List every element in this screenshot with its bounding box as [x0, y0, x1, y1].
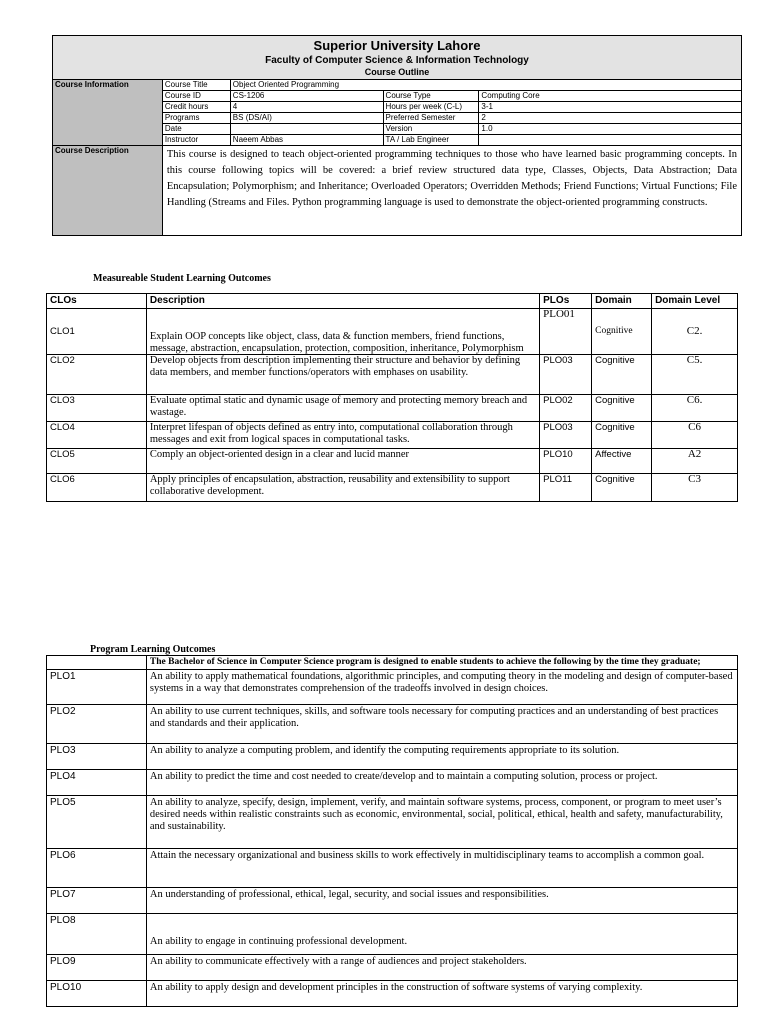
info-label: Course Title: [162, 80, 230, 91]
plo-row: [47, 705, 738, 744]
plo-code: PLO6: [47, 849, 147, 888]
university-name: Superior University Lahore: [313, 38, 481, 53]
plo-code: PLO7: [47, 888, 147, 914]
plo-code: PLO4: [47, 770, 147, 796]
plo-code: PLO8: [47, 914, 147, 955]
info-value: Naeem Abbas: [230, 135, 383, 146]
plo-description: An ability to analyze a computing problem, and identify the computing requirements appropriate to its solution.: [146, 744, 737, 770]
info-label: TA / Lab Engineer: [383, 135, 479, 146]
plo-code: PLO9: [47, 955, 147, 981]
clo-section-title: Measureable Student Learning Outcomes: [93, 273, 271, 284]
document-header: [52, 35, 742, 80]
plo-description: An understanding of professional, ethical, legal, security, and social issues and responsibilities.: [146, 888, 737, 914]
clo-description: Develop objects from description implementing their structure and behavior by defining data members, and member functions/operators with emphases on usability.: [146, 355, 539, 395]
course-info-table: [52, 79, 742, 236]
info-label: Credit hours: [162, 102, 230, 113]
clo-row: [47, 449, 738, 474]
course-description-text: This course is designed to teach object-oriented programming techniques to those who have learned basic programming concepts. In this course following topics will be covered: a brief review structured data type, Classes, Objects, Data Abstraction; Data Encapsulation; Polymorphism; and Inheritance; Overloaded Operators; Overridden Methods; Friend Functions; Virtual Functions; File Handling (Streams and Files. Python programming language is used to demonstrate the object-oriented programming constructs.: [162, 146, 741, 236]
plo-intro-text: The Bachelor of Science in Computer Science program is designed to enable students to achieve the following by the time they graduate;: [146, 656, 737, 670]
clo-code: CLO4: [47, 422, 147, 449]
faculty-name: Faculty of Computer Science & Information Technology: [265, 55, 529, 66]
clo-description: Comply an object-oriented design in a clear and lucid manner: [146, 449, 539, 474]
clo-plo: PLO02: [540, 395, 592, 422]
info-value: [230, 124, 383, 135]
clo-level: C6.: [652, 395, 738, 422]
plo-row: [47, 955, 738, 981]
info-label: Hours per week (C-L): [383, 102, 479, 113]
clo-description: Evaluate optimal static and dynamic usage of memory and protecting memory breach and wastage.: [146, 395, 539, 422]
clo-code: CLO5: [47, 449, 147, 474]
info-label: Date: [162, 124, 230, 135]
info-value: CS-1206: [230, 91, 383, 102]
plo-code: PLO10: [47, 981, 147, 1007]
clo-code: CLO6: [47, 474, 147, 502]
plo-row: [47, 744, 738, 770]
plo-description: An ability to engage in continuing professional development.: [146, 914, 737, 955]
plo-row: [47, 770, 738, 796]
clo-row: [47, 474, 738, 502]
clo-domain: Cognitive: [592, 355, 652, 395]
info-label: Course Type: [383, 91, 479, 102]
info-label: Programs: [162, 113, 230, 124]
course-info-row: [53, 80, 742, 91]
plo-description: An ability to use current techniques, skills, and software tools necessary for computing practices and an understanding of best practices and standards and their application.: [146, 705, 737, 744]
clo-row: [47, 395, 738, 422]
plo-description: An ability to predict the time and cost needed to create/develop and to maintain a computing solution, process or project.: [146, 770, 737, 796]
clo-row: [47, 355, 738, 395]
course-description-label: Course Description: [53, 146, 163, 236]
clo-plo: PLO01: [540, 309, 592, 355]
info-value: 4: [230, 102, 383, 113]
clo-level: C2.: [652, 309, 738, 355]
clo-code: CLO2: [47, 355, 147, 395]
clo-description: Interpret lifespan of objects defined as entry into, computational collaboration through messages and exit from logical spaces in computational tasks.: [146, 422, 539, 449]
clo-description: Explain OOP concepts like object, class, data & function members, friend functions, message, abstraction, encapsulation, protection, composition, inheritance, Polymorphism: [146, 309, 539, 355]
info-value: 1.0: [479, 124, 742, 135]
plo-code: PLO1: [47, 670, 147, 705]
plo-intro-blank: [47, 656, 147, 670]
clo-description: Apply principles of encapsulation, abstraction, reusability and extensibility to support collaborative development.: [146, 474, 539, 502]
info-label: Version: [383, 124, 479, 135]
course-description-row: [53, 146, 742, 236]
plo-description: An ability to apply design and development principles in the construction of software systems of varying complexity.: [146, 981, 737, 1007]
plo-code: PLO3: [47, 744, 147, 770]
clo-header-plos: PLOs: [540, 294, 592, 309]
course-info-label: Course Information: [53, 80, 163, 146]
clo-header-description: Description: [146, 294, 539, 309]
clo-plo: PLO11: [540, 474, 592, 502]
clo-level: C5.: [652, 355, 738, 395]
clo-header-row: [47, 294, 738, 309]
clo-domain: Cognitive: [592, 309, 652, 355]
plo-row: [47, 670, 738, 705]
clo-header-clos: CLOs: [47, 294, 147, 309]
info-value: 3-1: [479, 102, 742, 113]
plo-row: [47, 981, 738, 1007]
info-label: Course ID: [162, 91, 230, 102]
clo-code: CLO3: [47, 395, 147, 422]
clo-plo: PLO10: [540, 449, 592, 474]
plo-section-title: Program Learning Outcomes: [90, 644, 216, 655]
plo-row: [47, 914, 738, 955]
clo-plo: PLO03: [540, 422, 592, 449]
outline-title: Course Outline: [364, 67, 430, 77]
clo-header-domain: Domain: [592, 294, 652, 309]
plo-intro-row: [47, 656, 738, 670]
info-label: Preferred Semester: [383, 113, 479, 124]
clo-domain: Cognitive: [592, 422, 652, 449]
clo-level: A2: [652, 449, 738, 474]
plo-code: PLO2: [47, 705, 147, 744]
info-value: BS (DS/AI): [230, 113, 383, 124]
clo-table: [46, 293, 738, 502]
clo-plo: PLO03: [540, 355, 592, 395]
plo-row: [47, 796, 738, 849]
plo-description: An ability to apply mathematical foundations, algorithmic principles, and computing theory in the modeling and design of computer-based systems in a way that demonstrates comprehension of the tradeoffs involved in design choices.: [146, 670, 737, 705]
plo-table: [46, 655, 738, 1007]
plo-code: PLO5: [47, 796, 147, 849]
clo-domain: Cognitive: [592, 395, 652, 422]
clo-level: C6: [652, 422, 738, 449]
clo-row: [47, 309, 738, 355]
info-value: Computing Core: [479, 91, 742, 102]
info-value: Object Oriented Programming: [230, 80, 741, 91]
info-value: [479, 135, 742, 146]
clo-header-domain-level: Domain Level: [652, 294, 738, 309]
clo-domain: Cognitive: [592, 474, 652, 502]
plo-description: An ability to communicate effectively with a range of audiences and project stakeholders.: [146, 955, 737, 981]
clo-code: CLO1: [47, 309, 147, 355]
info-label: Instructor: [162, 135, 230, 146]
clo-domain: Affective: [592, 449, 652, 474]
info-value: 2: [479, 113, 742, 124]
plo-description: Attain the necessary organizational and business skills to work effectively in multidisciplinary teams to accomplish a common goal.: [146, 849, 737, 888]
clo-level: C3: [652, 474, 738, 502]
plo-row: [47, 888, 738, 914]
course-outline-header-block: [52, 35, 742, 236]
plo-row: [47, 849, 738, 888]
plo-description: An ability to analyze, specify, design, implement, verify, and maintain software systems, process, component, or program to meet user’s desired needs within realistic constraints such as economic, environmental, social, political, ethical, health and safety, manufacturability, and sustainability.: [146, 796, 737, 849]
clo-row: [47, 422, 738, 449]
